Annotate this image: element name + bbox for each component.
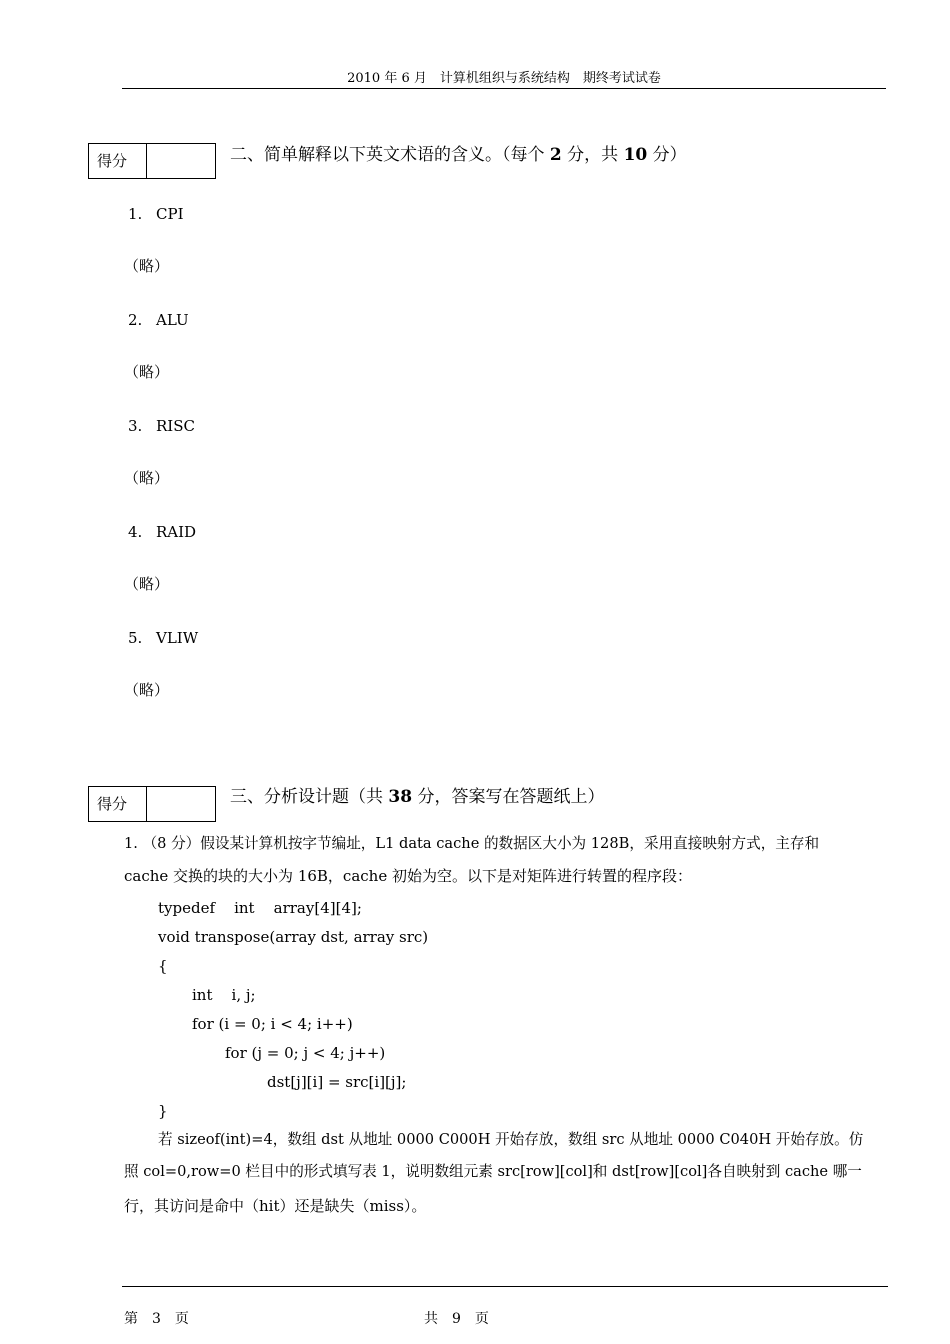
term-answer: （略） (124, 257, 170, 275)
score-label: 得分 (89, 787, 147, 821)
code-line: int i, j; (192, 986, 256, 1004)
page-number: 第 3 页 (124, 1311, 189, 1327)
question-text: 若 sizeof(int)=4，数组 dst 从地址 0000 C000H 开始存放，数组 src 从地址 0000 C040H 开始存放。仿 (158, 1131, 864, 1148)
term-item: 2. ALU (128, 311, 189, 329)
question-text: 1. （8 分）假设某计算机按字节编址，L1 data cache 的数据区大小为 128B，采用直接映射方式，主存和 (124, 835, 820, 852)
term-answer: （略） (124, 681, 170, 699)
score-box-section2 (88, 143, 216, 179)
score-blank (147, 787, 215, 821)
question-text: cache 交换的块的大小为 16B，cache 初始为空。以下是对矩阵进行转置的程序段： (124, 867, 692, 885)
score-box-section3 (88, 786, 216, 822)
term-item: 3. RISC (128, 417, 195, 435)
code-line: for (j = 0; j < 4; j++) (225, 1044, 386, 1062)
score-label: 得分 (89, 144, 147, 178)
term-answer: （略） (124, 363, 170, 381)
code-line: void transpose(array dst, array src) (158, 928, 429, 946)
page-header: 2010 年 6 月 计算机组织与系统结构 期终考试试卷 (122, 70, 886, 89)
term-answer: （略） (124, 469, 170, 487)
footer-divider (122, 1286, 888, 1287)
question-text: 行，其访问是命中（hit）还是缺失（miss）。 (124, 1197, 427, 1215)
term-item: 5. VLIW (128, 629, 199, 647)
code-line: dst[j][i] = src[i][j]; (267, 1073, 407, 1091)
code-line: for (i = 0; i < 4; i++) (192, 1015, 353, 1033)
term-item: 4. RAID (128, 523, 197, 541)
section2-title: 二、简单解释以下英文术语的含义。（每个 2 分，共 10 分） (230, 145, 687, 165)
code-line: typedef int array[4][4]; (158, 899, 362, 917)
code-line: } (158, 1102, 168, 1120)
term-item: 1. CPI (128, 205, 184, 223)
question-text: 照 col=0,row=0 栏目中的形式填写表 1，说明数组元素 src[row][col]和 dst[row][col]各自映射到 cache 哪一 (124, 1163, 862, 1180)
term-answer: （略） (124, 575, 170, 593)
section3-title: 三、分析设计题（共 38 分，答案写在答题纸上） (230, 787, 605, 807)
score-blank (147, 144, 215, 178)
code-line: { (158, 957, 168, 975)
page-total: 共 9 页 (424, 1311, 489, 1327)
